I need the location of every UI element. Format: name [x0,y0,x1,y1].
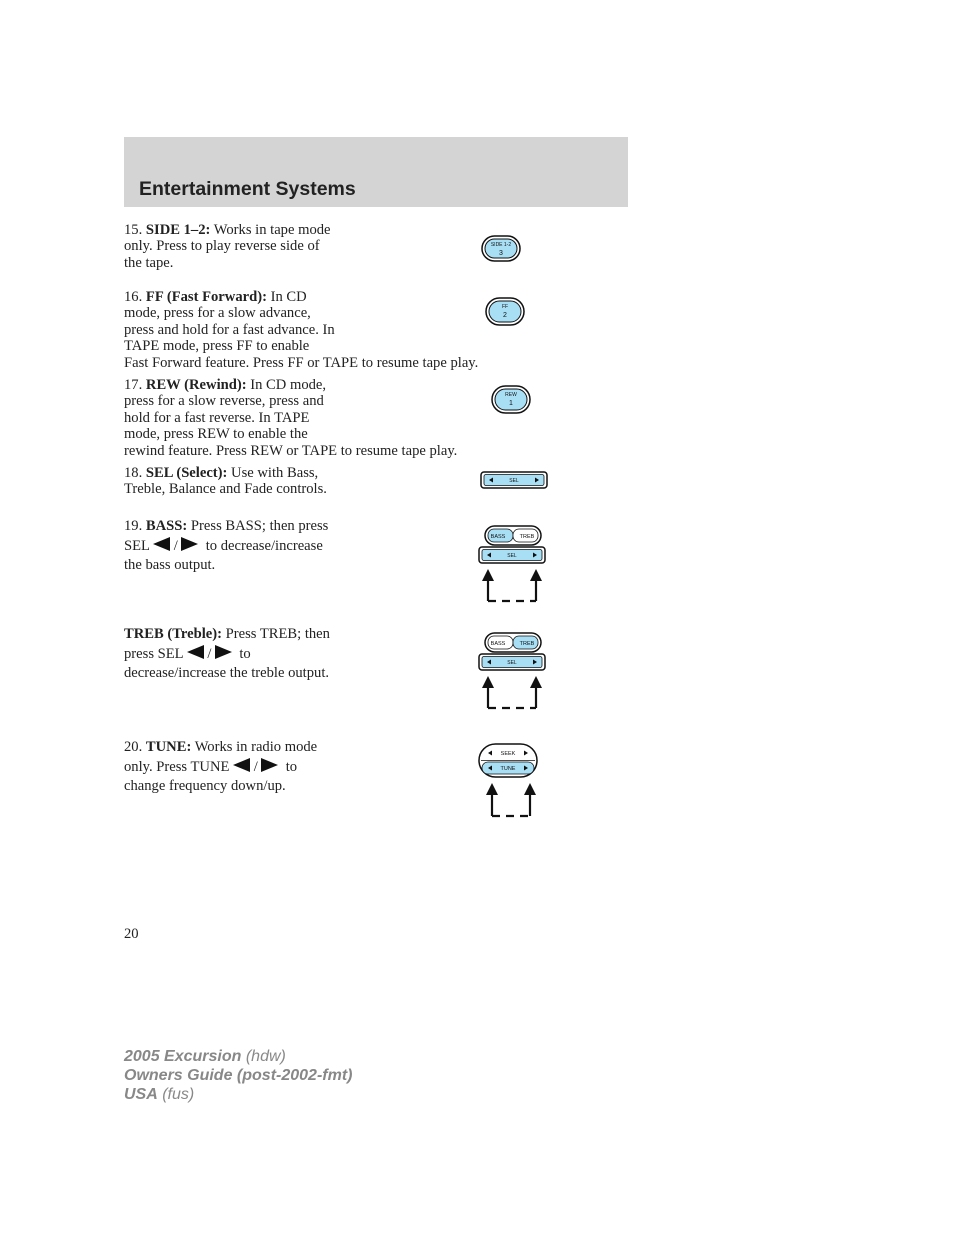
ff-button-figure [484,296,528,326]
treb-button-label: TREB [519,534,535,540]
bass-button-label: BASS [490,641,506,647]
left-arrow-icon [153,537,170,551]
term-side: SIDE 1–2: [145,222,211,238]
tune-button-label: TUNE [500,766,516,772]
bass-button-label: BASS [490,534,506,540]
term-treb: TREB (Treble): [124,626,222,642]
footer-line-3: USA (fus) [124,1086,195,1103]
bass-control-figure [477,524,551,606]
side-button-figure [480,234,524,264]
page-number: 20 [124,926,139,942]
bass-sel-label: SEL [507,553,517,559]
footer-line-2: Owners Guide (post-2002-fmt) [124,1067,353,1084]
rew-button-top-label: REW [505,392,517,398]
item-side: 15. SIDE 1–2: Works in tape mode only. Press to play reverse side of the tape. [124,222,331,271]
sel-button-label: SEL [509,478,519,484]
header-bar [124,137,628,207]
footer [124,1047,352,1104]
rew-button-number: 1 [509,400,513,407]
footer-line-1: 2005 Excursion (hdw) [124,1048,286,1065]
page-title: Entertainment Systems [139,178,356,200]
side-button-number: 3 [499,250,503,257]
item-rew: 17. REW (Rewind): In CD mode, press for a slow reverse, press and hold for a fast reverse. In TAPE mode, press REW to enable the rewind feature. Press REW or TAPE to resume tape play. [124,377,458,459]
term-rew: REW (Rewind): [145,377,247,393]
right-arrow-icon [215,645,232,659]
sel-button-figure [479,470,551,490]
treb-button-label: TREB [519,641,535,647]
term-bass: BASS: [145,518,188,534]
right-arrow-icon [261,758,278,772]
item-sel: 18. SEL (Select): Use with Bass, Treble, Balance and Fade controls. [124,465,327,498]
ff-button-top-label: FF [501,304,509,310]
item-treb: TREB (Treble): Press TREB; then press SEL / to decrease/increase the treble output. [124,626,330,682]
term-tune: TUNE: [145,739,192,755]
tune-control-figure [476,742,542,822]
item-tune: 20. TUNE: Works in radio mode only. Press TUNE / to change frequency down/up. [124,739,318,795]
ff-button-number: 2 [503,312,507,319]
side-button-top-label: SIDE 1-2 [490,242,512,248]
rew-button-figure [490,384,534,414]
right-arrow-icon [181,537,198,551]
left-arrow-icon [233,758,250,772]
term-sel: SEL (Select): [145,465,228,481]
item-ff: 16. FF (Fast Forward): In CD mode, press for a slow advance, press and hold for a fast advance. In TAPE mode, press FF to enable Fast Forward feature. Press FF or TAPE to resume tape play. [124,289,479,371]
item-bass: 19. BASS: Press BASS; then press SEL / to decrease/increase the bass output. [124,518,329,574]
treb-control-figure [477,631,551,713]
seek-button-label: SEEK [500,751,516,757]
treb-sel-label: SEL [507,660,517,666]
left-arrow-icon [187,645,204,659]
term-ff: FF (Fast Forward): [145,289,267,305]
